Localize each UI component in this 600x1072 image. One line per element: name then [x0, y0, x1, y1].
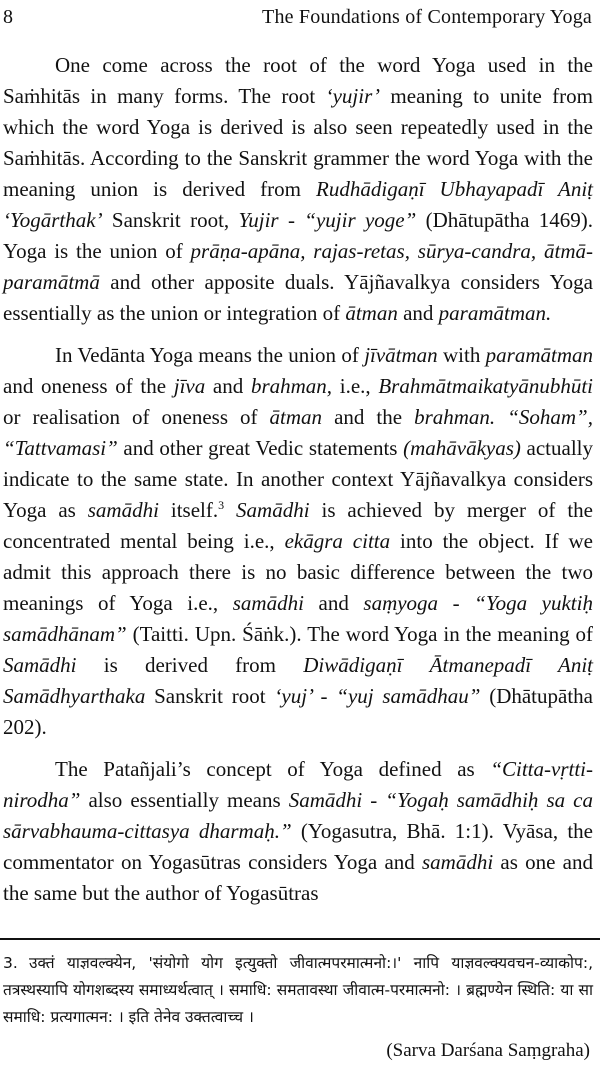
text-run: In Vedānta Yoga means the union of	[55, 343, 365, 367]
italic-run: ātman	[345, 301, 398, 325]
italic-run: paramātman.	[438, 301, 552, 325]
text-run: itself.	[158, 498, 219, 522]
text-run: and	[205, 374, 251, 398]
text-run: actually indicate to the same state. In another context Yājñavalkya considers Yoga as	[3, 436, 593, 522]
italic-run: (mahāvākyas)	[403, 436, 521, 460]
italic-run: Samādhi	[236, 498, 310, 522]
italic-run: Rudhādigaṇī Ubhayapadī Aniṭ ‘Yogārthak’	[3, 177, 593, 232]
italic-run: ‘yuj’ - “yuj samādhau”	[274, 684, 481, 708]
text-run: is achieved by merger of the concentrated mental being i.e.,	[3, 498, 593, 553]
text-run: (Dhātupātha 1469). Yoga is the union of	[3, 208, 593, 263]
paragraph	[3, 340, 593, 743]
italic-run: ātman	[269, 405, 323, 429]
text-run: or realisation of oneness of	[3, 405, 270, 429]
footnote-divider	[0, 938, 600, 940]
text-run: and other great Vedic statements	[117, 436, 404, 460]
italic-run: samādhi	[232, 591, 304, 615]
italic-run: Samādhi - “Yogaḥ samādhiḥ sa ca sārvabhauma-cittasya dharmaḥ.”	[3, 788, 593, 843]
italic-run: jīva	[173, 374, 206, 398]
text-run: and oneness of the	[3, 374, 174, 398]
italic-run: ‘yujir’	[325, 84, 381, 108]
footnote-text: उक्तं याज्ञवल्क्येन, 'संयोगो योग इत्युक्तो जीवात्मपरमात्मनो:।' नापि याज्ञवल्क्यवचन-व्याकोप:, तत्रस्थस्यापि योगशब्दस्य समाध्यर्थत्वात् । समाधि: समतावस्था जीवात्म-परमात्मनो: । ब्रह्मण्येन स्थिति: या सा समाधि: प्रत्यगात्मन: । इति तेनेव उक्तत्वाच्च ।	[3, 954, 593, 1026]
italic-run: saṃyoga - “Yoga yuktiḥ samādhānam”	[3, 591, 593, 646]
text-run: (Yogasutra, Bhā. 1:1). Vyāsa, the commentator on Yogasūtras considers Yoga and	[3, 819, 593, 874]
text-run: and	[397, 301, 439, 325]
text-run: meaning to unite from which the word Yoga is derived is also seen repeatedly used in the Saṁhitās. According to the Sanskrit grammer the word Yoga with the meaning union is derived from	[3, 84, 593, 201]
italic-run: samādhi	[87, 498, 159, 522]
text-run: (Dhātupātha 202).	[3, 684, 593, 739]
italic-run: Diwādigaṇī Ātmanepadī Aniṭ Samādhyarthaka	[3, 653, 593, 708]
text-run: also essentially means	[80, 788, 289, 812]
text-run: One come across the root of the word Yoga used in the Saṁhitās in many forms. The root	[3, 53, 593, 108]
italic-run: paramātman	[485, 343, 593, 367]
body-text	[3, 50, 593, 909]
text-run: into the object. If we admit this approach there is no basic difference between the two meanings of Yoga i.e.,	[3, 529, 593, 615]
text-run: The Patañjali’s concept of Yoga defined as	[55, 757, 491, 781]
italic-run: prāṇa-apāna, rajas-retas, sūrya-candra, ātmā-paramātmā	[3, 239, 593, 294]
italic-run: ekāgra citta	[284, 529, 391, 553]
text-run	[224, 498, 236, 522]
text-run: i.e.,	[332, 374, 379, 398]
text-run: and	[303, 591, 364, 615]
footnote	[3, 950, 593, 1031]
italic-run: jīvātman	[364, 343, 438, 367]
text-run: and other apposite duals. Yājñavalkya considers Yoga essentially as the union or integration of	[3, 270, 593, 325]
text-run: Sanskrit root	[145, 684, 275, 708]
italic-run: Samādhi	[3, 653, 77, 677]
page-header	[3, 2, 592, 32]
italic-run: brahman. “Soham”, “Tattvamasi”	[3, 405, 593, 460]
text-run: and the	[322, 405, 415, 429]
text-run: is derived from	[76, 653, 304, 677]
italic-run: Brahmātmaikatyānubhūti	[378, 374, 593, 398]
italic-run: Yujir - “yujir yoge”	[238, 208, 417, 232]
text-run: (Taitti. Upn. Śāṅk.). The word Yoga in the meaning of	[126, 622, 593, 646]
text-run: with	[437, 343, 486, 367]
text-run: Sanskrit root,	[102, 208, 239, 232]
footnote-number: 3.	[3, 954, 18, 972]
paragraph	[3, 754, 593, 909]
italic-run: samādhi	[422, 850, 494, 874]
footnote-ref[interactable]: 3	[218, 498, 225, 512]
running-title: The Foundations of Contemporary Yoga	[262, 5, 592, 28]
footnote-source: (Sarva Darśana Saṃgraha)	[386, 1040, 590, 1061]
paragraph	[3, 50, 593, 329]
italic-run: brahman,	[250, 374, 333, 398]
text-run: as one and the same but the author of Yogasūtras	[3, 850, 593, 905]
italic-run: “Citta-vṛtti-nirodha”	[3, 757, 593, 812]
page-number: 8	[3, 5, 14, 28]
